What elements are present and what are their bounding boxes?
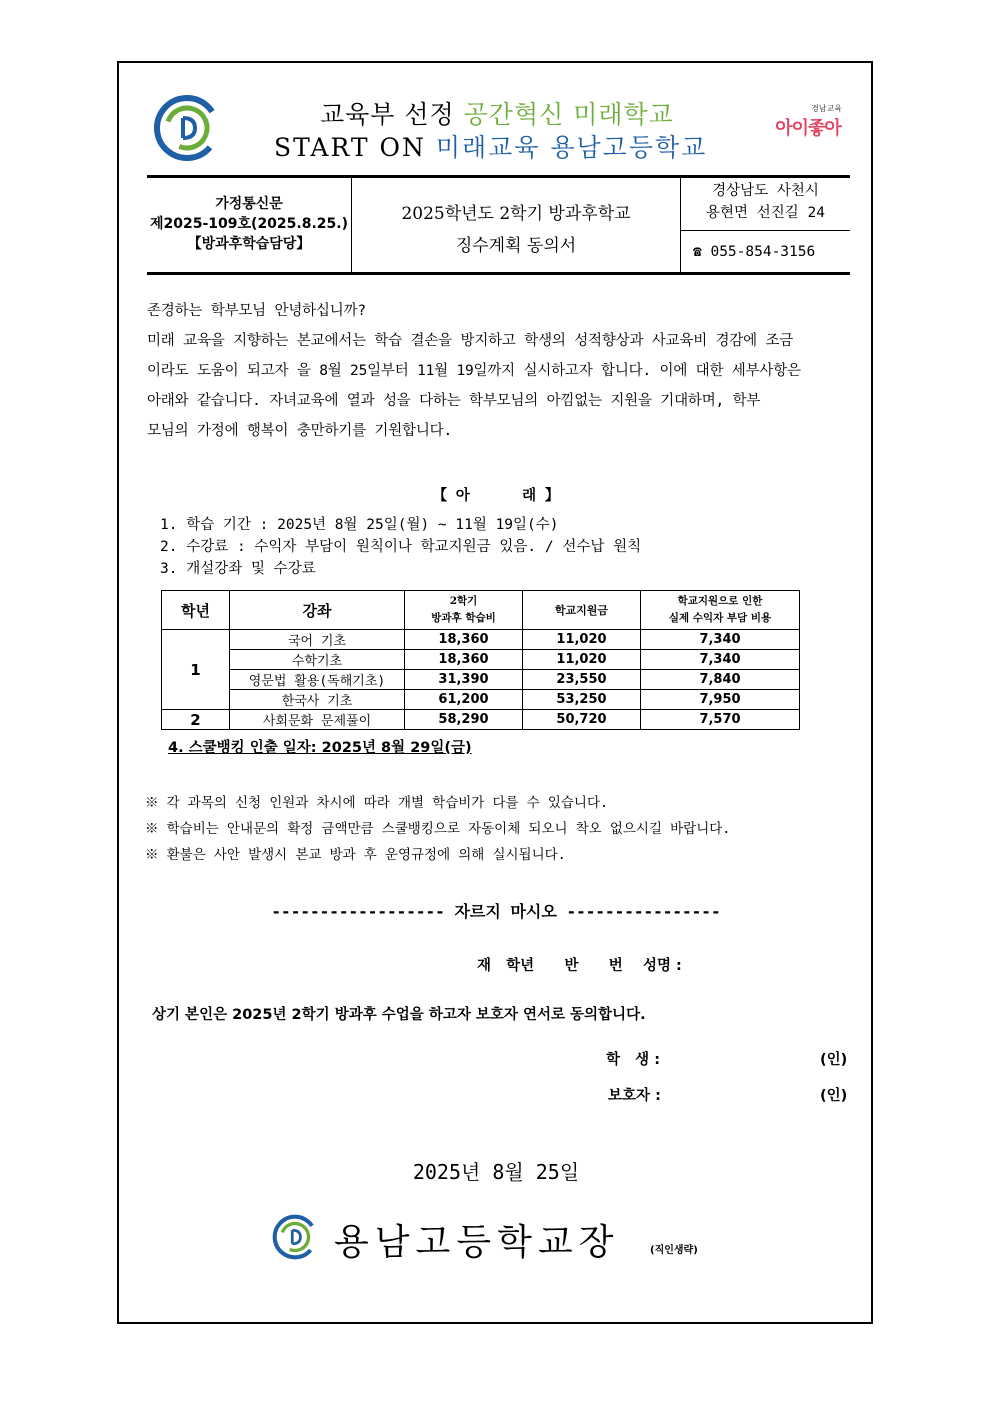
intro-text (147, 296, 852, 446)
course-cell: 한국사 기초 (230, 690, 405, 710)
student-sign-label: 학 생 : (606, 1052, 661, 1068)
actual-cell: 7,950 (641, 690, 800, 710)
fee-cell: 18,360 (405, 630, 523, 650)
support-cell: 11,020 (523, 630, 641, 650)
title-line-2: 징수계획 동의서 (455, 236, 577, 256)
header-line-1: 교육부 선정 공간혁신 미래학교 (320, 100, 674, 129)
table-row (162, 650, 800, 670)
fee-table (161, 590, 800, 730)
course-cell: 사회문화 문제풀이 (230, 710, 405, 730)
issue-date: 2025년 8월 25일 (412, 1160, 580, 1184)
school-phone: ☎ 055-854-3156 (693, 244, 816, 260)
support-cell: 50,720 (523, 710, 641, 730)
cut-line: ------------------ 자르지 마시오 ---------------- (271, 902, 721, 921)
intro-line-3: 아래와 같습니다. 자녀교육에 열과 성을 다하는 학부모님의 아낌없는 지원을 기대하며, 학부 (147, 393, 761, 409)
student-seal: (인) (820, 1052, 848, 1068)
guardian-seal: (인) (820, 1088, 848, 1104)
header-support: 학교지원금 (523, 591, 641, 630)
fee-cell: 58,290 (405, 710, 523, 730)
fee-cell: 61,200 (405, 690, 523, 710)
header-grade: 학년 (162, 591, 230, 630)
fee-table-header (162, 591, 800, 630)
notice-item-3: 3. 개설강좌 및 수강료 (160, 561, 316, 577)
department: 【방과후학습담당】 (187, 236, 311, 252)
badge-small-text: 경남교육 (811, 104, 842, 113)
school-address (681, 180, 850, 224)
course-cell: 영문법 활용(독해기초) (230, 670, 405, 690)
address-line-1: 경상남도 사천시 (712, 183, 819, 199)
course-cell: 국어 기초 (230, 630, 405, 650)
header-actual: 학교지원으로 인한 실제 수익자 부담 비용 (641, 591, 800, 630)
support-cell: 23,550 (523, 670, 641, 690)
table-row (162, 690, 800, 710)
grade-1-cell: 1 (162, 630, 230, 710)
actual-cell: 7,840 (641, 670, 800, 690)
support-cell: 53,250 (523, 690, 641, 710)
principal-name: 용남고등학교장 (334, 1222, 620, 1263)
intro-line-2: 이라도 도움이 되고자 을 8월 25일부터 11월 19일까지 실시하고자 합니다. 이에 대한 세부사항은 (147, 363, 801, 379)
info-box (147, 175, 850, 275)
table-row (162, 630, 800, 650)
remark-1: ※ 각 과목의 신청 인원과 차시에 따라 개별 학습비가 다를 수 있습니다. (145, 795, 609, 811)
newsletter-label: 가정통신문 (215, 196, 283, 212)
remarks (145, 790, 730, 868)
student-info-line: 재 학년 반 번 성명 : (477, 958, 682, 974)
intro-line-4: 모님의 가정에 행복이 충만하기를 기원합니다. (147, 423, 452, 439)
address-line-2: 용현면 선진길 24 (706, 205, 825, 221)
notice-items (160, 514, 641, 580)
notice-heading: 【 아 래 】 (432, 488, 560, 504)
support-cell: 11,020 (523, 650, 641, 670)
header-line-2: START ON 미래교육 용남고등학교 (274, 133, 708, 162)
table-row (162, 710, 800, 730)
newsletter-meta (147, 194, 351, 254)
gyeongnam-badge (768, 103, 848, 140)
header-fee: 2학기 방과후 학습비 (405, 591, 523, 630)
actual-cell: 7,340 (641, 630, 800, 650)
table-row (162, 670, 800, 690)
issue-number: 제2025-109호(2025.8.25.) (150, 216, 348, 232)
greeting: 존경하는 학부모님 안녕하십니까? (147, 303, 366, 319)
remark-3: ※ 환불은 사안 발생시 본교 방과 후 운영규정에 의해 실시됩니다. (145, 847, 566, 863)
info-divider-3 (681, 230, 850, 231)
actual-cell: 7,570 (641, 710, 800, 730)
notice-item-2: 2. 수강료 : 수익자 부담이 원칙이나 학교지원금 있음. / 선수납 원칙 (160, 539, 642, 555)
fee-cell: 31,390 (405, 670, 523, 690)
intro-line-1: 미래 교육을 지향하는 본교에서는 학습 결손을 방지하고 학생의 성적향상과 사교육비 경감에 조금 (147, 333, 794, 349)
document-title (352, 198, 680, 262)
fee-cell: 18,360 (405, 650, 523, 670)
badge-main-text: 아이좋아 (775, 118, 841, 139)
consent-statement: 상기 본인은 2025년 2학기 방과후 수업을 하고자 보호자 연서로 동의합니다. (152, 1007, 646, 1023)
title-line-1: 2025학년도 2학기 방과후학교 (401, 204, 631, 224)
actual-cell: 7,340 (641, 650, 800, 670)
school-logo-icon (153, 94, 221, 162)
grade-2-cell: 2 (162, 710, 230, 730)
notice-item-4: 4. 스쿨뱅킹 인출 일자: 2025년 8월 29일(금) (168, 740, 472, 756)
header-course: 강좌 (230, 591, 405, 630)
notice-item-1: 1. 학습 기간 : 2025년 8월 25일(월) ~ 11월 19일(수) (160, 517, 559, 533)
seal-omitted-note: (직인생략) (650, 1245, 698, 1256)
remark-2: ※ 학습비는 안내문의 확정 금액만큼 스쿨뱅킹으로 자동이체 되오니 착오 없으시길 바랍니다. (145, 821, 731, 837)
guardian-sign-label: 보호자 : (608, 1088, 661, 1104)
footer-logo-icon (272, 1214, 318, 1260)
course-cell: 수학기초 (230, 650, 405, 670)
